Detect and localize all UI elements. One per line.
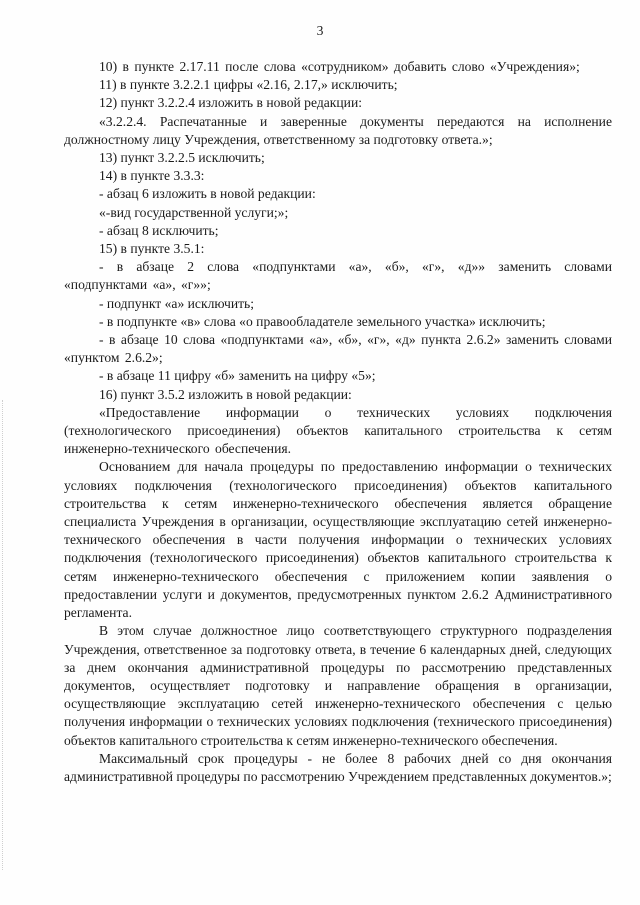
paragraph-v-etom-sluchae: В этом случае должностное лицо соответствующего структурного подразделения Учреждения, ответственное за подготовку ответа, в течение 6 календарных дней, следующих за днем окончания административной процедуры по рассмотрению представленных документов, осуществляет подготовку и направление обращения в организации, осуществляющие эксплуатацию сетей инженерно-технического обеспечения с целью получения информации о технических условиях подключения (технического присоединения) объектов капитального строительства к сетям инженерно-технического обеспечения. bbox=[64, 623, 612, 748]
paragraph-osnovanie: Основанием для начала процедуры по предоставлению информации о технических условиях подключения (технологического присоединения) объектов капитального строительства к сетям инженерно-технического обеспечения является обращение специалиста Учреждения в организации, осуществляющие эксплуатацию сетей инженерно-технического обеспечения в части получения информации о технических условиях подключения (технологического присоединения) объектов капитального строительства к сетям инженерно-технического обеспечения с приложением копии заявления о предоставлении услуги и документов, предусмотренных пунктом 2.6.2 Административного регламента. bbox=[64, 459, 612, 621]
paragraph-item-11: 11) в пункте 3.2.2.1 цифры «2.16, 2.17,» исключить; bbox=[99, 77, 398, 93]
paragraph-new-3-2-2-4: «3.2.2.4. Распечатанные и заверенные документы передаются на исполнение должностному лицу Учреждения, ответственному за подготовку ответа.»; bbox=[64, 113, 612, 147]
paragraph-abzac-10: - в абзаце 10 слова «подпунктами «а», «б», «г», «д» пункта 2.6.2» заменить словами «пунктом 2.6.2»; bbox=[64, 332, 612, 366]
page-number: 3 bbox=[316, 23, 324, 38]
document-body bbox=[64, 58, 612, 786]
paragraph-podpunkt-v: - в подпункте «в» слова «о правообладателе земельного участка» исключить; bbox=[99, 313, 546, 329]
paragraph-item-12: 12) пункт 3.2.2.4 изложить в новой редакции: bbox=[99, 95, 362, 111]
paragraph-item-10: 10) в пункте 2.17.11 после слова «сотрудником» добавить слово «Учреждения»; bbox=[99, 59, 580, 74]
paragraph-vid-uslugi: «-вид государственной услуги;»; bbox=[99, 204, 289, 220]
paragraph-abzac-11: - в абзаце 11 цифру «б» заменить на цифру «5»; bbox=[99, 368, 376, 384]
paragraph-item-15: 15) в пункте 3.5.1: bbox=[99, 241, 205, 257]
paragraph-abzac-8: - абзац 8 исключить; bbox=[99, 222, 219, 238]
paragraph-abzac-6: - абзац 6 изложить в новой редакции: bbox=[99, 186, 316, 202]
paragraph-item-14: 14) в пункте 3.3.3: bbox=[99, 168, 205, 184]
paragraph-heading-3-5-2: «Предоставление информации о технических условиях подключения (технологического присоединения) объектов капитального строительства к сетям инженерно-технического обеспечения. bbox=[64, 404, 612, 457]
scan-edge-mark bbox=[2, 400, 4, 870]
paragraph-item-13: 13) пункт 3.2.2.5 исключить; bbox=[99, 150, 265, 166]
paragraph-podpunkt-a: - подпункт «а» исключить; bbox=[99, 295, 255, 311]
paragraph-max-srok: Максимальный срок процедуры - не более 8 рабочих дней со дня окончания административной процедуры по рассмотрению Учреждением представленных документов.»; bbox=[64, 750, 612, 784]
paragraph-abzac-2: - в абзаце 2 слова «подпунктами «а», «б», «г», «д»» заменить словами «подпунктами «а», «г»»; bbox=[64, 259, 612, 293]
paragraph-item-16: 16) пункт 3.5.2 изложить в новой редакции: bbox=[99, 386, 352, 402]
